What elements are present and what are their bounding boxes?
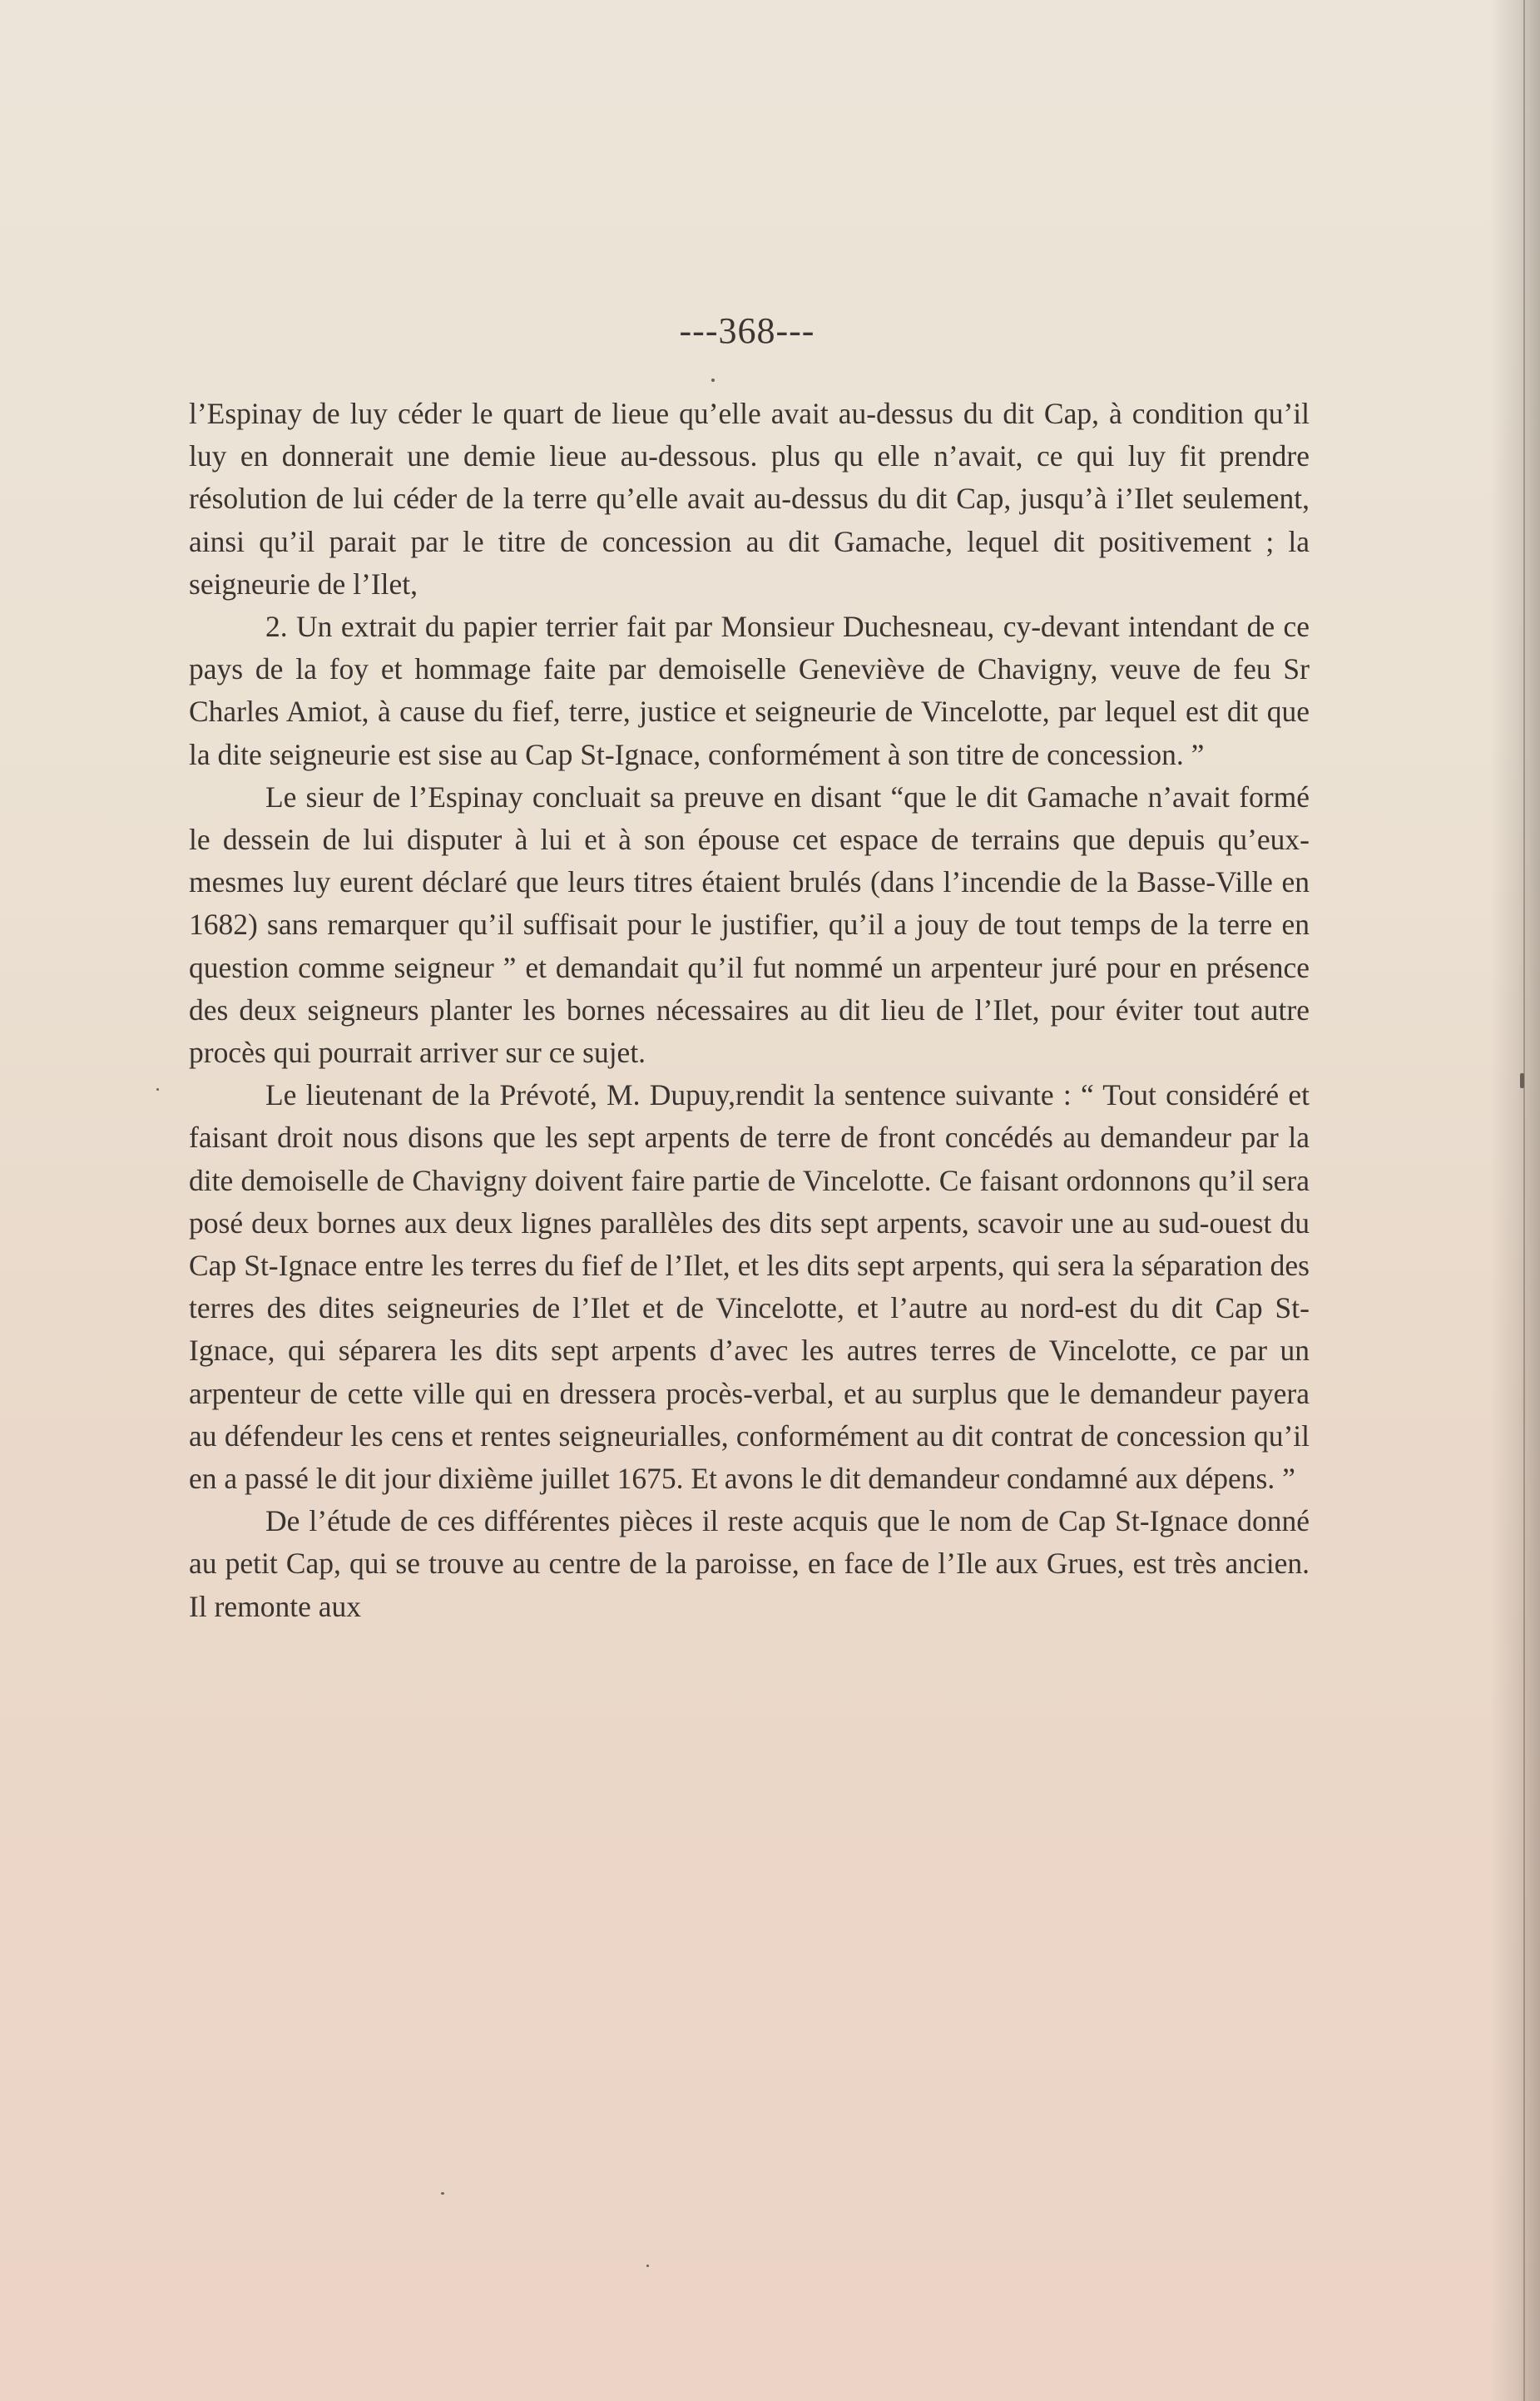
paper-speck — [156, 1088, 159, 1091]
body-text — [189, 393, 1310, 1628]
paragraph-2: 2. Un extrait du papier terrier fait par Monsieur Duchesneau, cy-devant intendant de ce pays de la foy et hommage faite par demoiselle Geneviève de Chavigny, veuve de feu Sr Charles Amiot, à cause du fief, terre, justice et seigneurie de Vincelotte, par lequel est dit que la dite seigneurie est sise au Cap St-Ignace, conformément à son titre de concession. ” — [189, 610, 1310, 771]
page-edge-shadow — [1490, 0, 1540, 2401]
paragraph-5: De l’étude de ces différentes pièces il reste acquis que le nom de Cap St-Ignace donné au petit Cap, qui se trouve au centre de la paroisse, en face de l’Ile aux Grues, est très ancien. Il remonte aux — [189, 1504, 1310, 1623]
paper-speck — [711, 379, 715, 382]
paragraph-4: Le lieutenant de la Prévoté, M. Dupuy,rendit la sentence suivante : “ Tout considéré et faisant droit nous disons que les sept arpents de terre de front concédés au demandeur par la dite demoiselle de Chavigny doivent faire partie de Vincelotte. Ce faisant ordonnons qu’il sera posé deux bornes aux deux lignes parallèles des dits sept arpents, scavoir une au sud-ouest du Cap St-Ignace entre les terres du fief de l’Ilet, et les dits sept arpents, qui sera la séparation des terres des dites seigneuries de l’Ilet et de Vincelotte, et l’autre au nord-est du dit Cap St-Ignace, qui séparera les dits sept arpents d’avec les autres terres de Vincelotte, ce par un arpenteur de cette ville qui en dressera procès-verbal, et au surplus que le demandeur payera au défendeur les cens et rentes seigneurialles, conformément au dit contrat de concession qu’il en a passé le dit jour dixième juillet 1675. Et avons le dit demandeur condamné aux dépens. ” — [189, 1078, 1310, 1496]
paragraph-1: l’Espinay de luy céder le quart de lieue qu’elle avait au-dessus du dit Cap, à condition qu’il luy en donnerait une demie lieue au-dessous. plus qu elle n’avait, ce qui luy fit prendre résolution de lui céder de la terre qu’elle avait au-dessus du dit Cap, jusqu’à i’Ilet seulement, ainsi qu’il parait par le titre de concession au dit Gamache, lequel dit positivement ; la seigneurie de l’Ilet, — [189, 397, 1310, 601]
paper-speck — [441, 2192, 444, 2195]
page-number: ---368--- — [679, 310, 815, 351]
page-edge-line — [1523, 0, 1525, 2401]
paragraph-3: Le sieur de l’Espinay concluait sa preuve en disant “que le dit Gamache n’avait formé le dessein de lui disputer à lui et à son épouse cet espace de terrains que depuis qu’eux-mesmes luy eurent déclaré que leurs titres étaient brulés (dans l’incendie de la Basse-Ville en 1682) sans remarquer qu’il suffisait pour le justifier, qu’il a jouy de tout temps de la terre en question comme seigneur ” et demandait qu’il fut nommé un arpenteur juré pour en présence des deux seigneurs planter les bornes nécessaires au dit lieu de l’Ilet, pour éviter tout autre procès qui pourrait arriver sur ce sujet. — [189, 780, 1310, 1070]
paper-speck — [1520, 1073, 1524, 1088]
paper-speck — [646, 2265, 649, 2267]
